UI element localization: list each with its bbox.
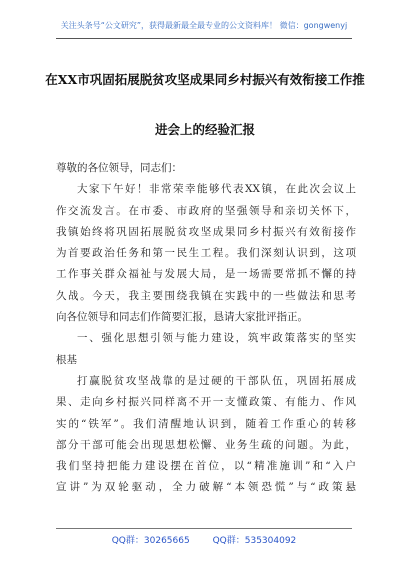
footer	[0, 533, 408, 546]
section-heading: 根基	[56, 353, 77, 366]
paragraph-line: 我们坚持把能力建设摆在首位，以“精准施训”和“入户	[56, 460, 356, 473]
paragraph-line: 向各位领导和同志们作简要汇报，恳请大家批评指正。	[56, 311, 308, 324]
paragraph-line: 久战。今天，我主要围绕我镇在实践中的一些做法和思考	[56, 289, 356, 302]
paragraph-line: 为首要政治任务和第一民生工程。我们深刻认识到，这项	[56, 247, 356, 260]
footer-qq-group-1: QQ群：30265665	[111, 536, 190, 546]
document-title-line-1: 在XX市巩固拓展脱贫攻坚成果同乡村振兴有效衔接工作推	[45, 72, 365, 87]
paragraph-line: 果、走向乡村振兴同样离不开一支懂政策、有能力、作风	[56, 396, 356, 409]
section-heading: 一、强化思想引领与能力建设，筑牢政策落实的坚实	[77, 332, 356, 345]
paragraph-line: 大家下午好！非常荣幸能够代表XX镇，在此次会议上	[77, 183, 356, 196]
document-title-line-2: 进会上的经验汇报	[154, 122, 255, 137]
paragraph-line: 我镇始终将巩固拓展脱贫攻坚成果同乡村振兴有效衔接作	[56, 225, 356, 238]
salutation: 尊敬的各位领导，同志们：	[56, 162, 182, 174]
paragraph-line: 作交流发言。在市委、市政府的坚强领导和亲切关怀下，	[56, 204, 356, 217]
paragraph-line: 宣讲”为双轮驱动，全力破解“本领恐慌”与“政策悬	[56, 481, 356, 494]
footer-divider	[56, 528, 352, 529]
paragraph-line: 实的“铁军”。我们清醒地认识到，随着工作重心的转移	[56, 417, 356, 430]
paragraph-line: 工作事关群众福祉与发展大局，是一场需要常抓不懈的持	[56, 268, 356, 281]
footer-qq-group-2: QQ群：535304092	[212, 536, 297, 546]
document-body	[56, 158, 356, 499]
header-note: 关注头条号“公文研究”，获得最新最全最专业的公文资料库！ 微信：gongwenyj	[60, 21, 348, 30]
paragraph-line: 打赢脱贫攻坚战靠的是过硬的干部队伍，巩固拓展成	[77, 374, 356, 387]
header-divider	[56, 38, 352, 39]
paragraph-line: 部分干部可能会出现思想松懈、业务生疏的问题。为此，	[56, 438, 356, 451]
